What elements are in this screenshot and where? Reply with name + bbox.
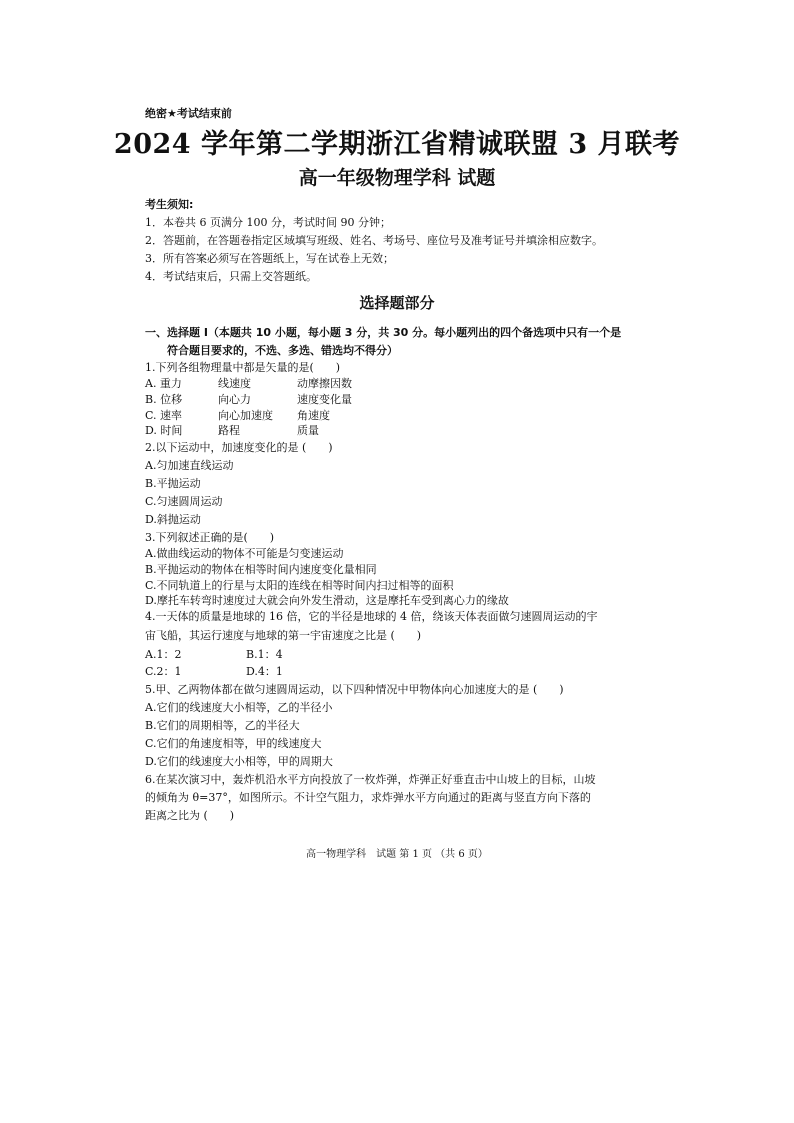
- q5-option: A.它们的线速度大小相等，乙的半径小: [145, 701, 333, 714]
- notice-item: 1．本卷共 6 页满分 100 分，考试时间 90 分钟；: [145, 216, 391, 229]
- q3-option: A.做曲线运动的物体不可能是匀变速运动: [145, 547, 344, 560]
- q2-option: D.斜抛运动: [145, 513, 201, 526]
- q1-option-cell: 速度变化量: [297, 393, 352, 406]
- q4-option: D.4：1: [246, 665, 283, 678]
- question-4-stem: 4.一天体的质量是地球的 16 倍，它的半径是地球的 4 倍，绕该天体表面做匀速圆周运动的宇: [145, 610, 598, 623]
- q2-option: B.平抛运动: [145, 477, 201, 490]
- q4-option: B.1：4: [246, 648, 283, 661]
- page-footer: 高一物理学科 试题 第 1 页 （共 6 页）: [306, 849, 488, 860]
- question-4-stem: 宙飞船，其运行速度与地球的第一宇宙速度之比是 ( ): [145, 629, 422, 642]
- instruction-line: 一、选择题 I（本题共 10 小题，每小题 3 分，共 30 分。每小题列出的四个备选项中只有一个是: [145, 326, 622, 339]
- q1-option-cell: B. 位移: [145, 393, 183, 406]
- q3-option: B.平抛运动的物体在相等时间内速度变化量相同: [145, 563, 377, 576]
- exam-subtitle: 高一年级物理学科 试题: [298, 167, 496, 189]
- secret-label: 绝密★考试结束前: [145, 107, 232, 120]
- q5-option: B.它们的周期相等，乙的半径大: [145, 719, 300, 732]
- q1-option-cell: 路程: [218, 424, 240, 437]
- q1-option-cell: 向心力: [218, 393, 251, 406]
- q1-option-cell: D. 时间: [145, 424, 183, 437]
- section-title: 选择题部分: [359, 294, 435, 312]
- q5-option: C.它们的角速度相等，甲的线速度大: [145, 737, 322, 750]
- q3-option: D.摩托车转弯时速度过大就会向外发生滑动，这是摩托车受到离心力的缘故: [145, 594, 509, 607]
- notice-item: 2．答题前，在答题卷指定区域填写班级、姓名、考场号、座位号及准考证号并填涂相应数字。: [145, 234, 603, 247]
- q4-option: A.1：2: [145, 648, 182, 661]
- exam-title: 2024 学年第二学期浙江省精诚联盟 3 月联考: [113, 129, 681, 160]
- q1-option-cell: 向心加速度: [218, 409, 273, 422]
- notice-item: 3．所有答案必须写在答题纸上，写在试卷上无效；: [145, 252, 394, 265]
- q1-option-cell: 质量: [297, 424, 319, 437]
- question-6-stem: 6.在某次演习中，轰炸机沿水平方向投放了一枚炸弹，炸弹正好垂直击中山坡上的目标，山坡: [145, 773, 596, 786]
- q4-option: C.2：1: [145, 665, 182, 678]
- q1-option-cell: A. 重力: [145, 377, 182, 390]
- question-2-stem: 2.以下运动中，加速度变化的是 ( ): [145, 441, 333, 454]
- q1-option-cell: C. 速率: [145, 409, 183, 422]
- question-3-stem: 3.下列叙述正确的是( ): [145, 531, 275, 544]
- q1-option-cell: 动摩擦因数: [297, 377, 352, 390]
- question-6-stem: 的倾角为 θ=37°，如图所示。不计空气阻力，求炸弹水平方向通过的距离与竖直方向下落的: [145, 791, 591, 804]
- q3-option: C.不同轨道上的行星与太阳的连线在相等时间内扫过相等的面积: [145, 579, 454, 592]
- notice-item: 4．考试结束后，只需上交答题纸。: [145, 270, 317, 283]
- q2-option: A.匀加速直线运动: [145, 459, 234, 472]
- instruction-line: 符合题目要求的，不选、多选、错选均不得分）: [167, 344, 398, 357]
- q1-option-cell: 线速度: [218, 377, 251, 390]
- q5-option: D.它们的线速度大小相等，甲的周期大: [145, 755, 333, 768]
- question-1-stem: 1.下列各组物理量中都是矢量的是( ): [145, 361, 341, 374]
- q2-option: C.匀速圆周运动: [145, 495, 223, 508]
- question-5-stem: 5.甲、乙两物体都在做匀速圆周运动，以下四种情况中甲物体向心加速度大的是 ( ): [145, 683, 564, 696]
- notice-heading: 考生须知:: [145, 198, 194, 211]
- question-6-stem: 距离之比为 ( ): [145, 809, 235, 822]
- q1-option-cell: 角速度: [297, 409, 330, 422]
